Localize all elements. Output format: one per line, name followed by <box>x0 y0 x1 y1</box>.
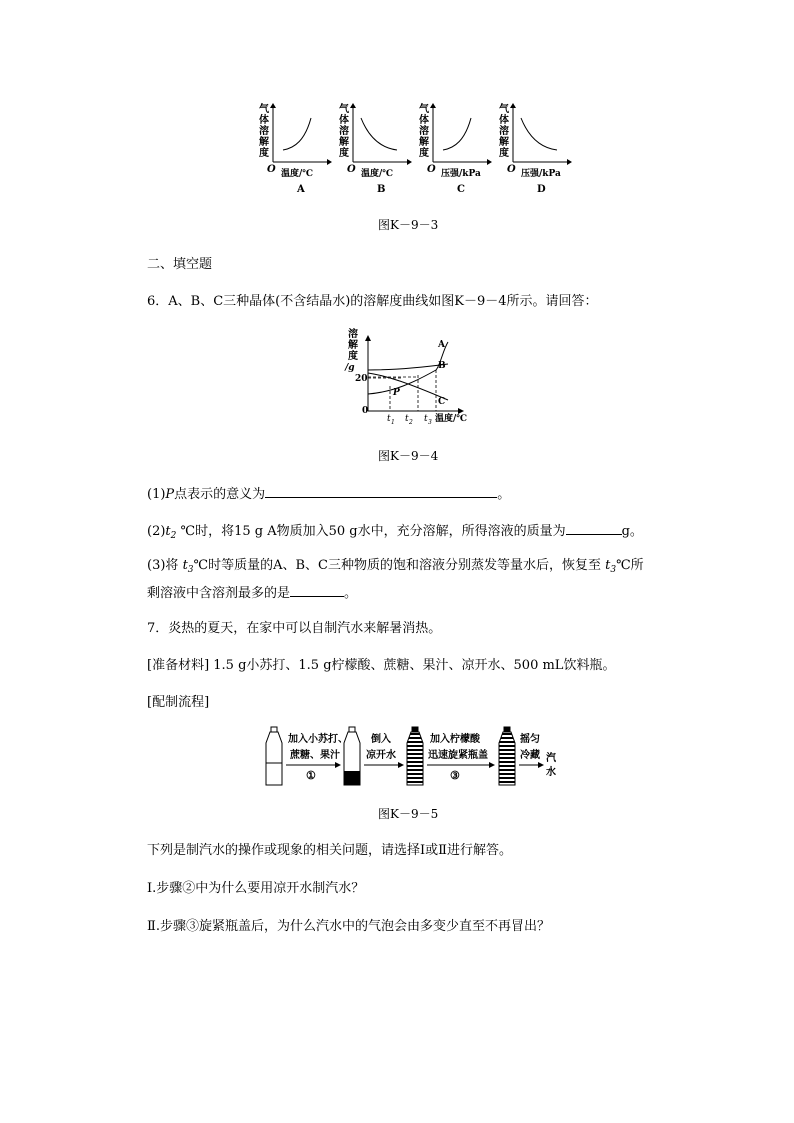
svg-text:D: D <box>537 184 546 195</box>
solubility-panel-d <box>499 102 572 195</box>
svg-text:气: 气 <box>259 104 269 115</box>
svg-text:溶: 溶 <box>259 126 269 137</box>
label-c: C <box>438 397 446 407</box>
svg-text:温度/℃: 温度/℃ <box>281 169 314 179</box>
bottle-4 <box>499 727 515 785</box>
svg-text:①: ① <box>306 769 316 782</box>
q7-question-i: Ⅰ.步骤②中为什么要用凉开水制汽水？ <box>147 881 365 896</box>
svg-text:蔗糖、果汁: 蔗糖、果汁 <box>290 750 340 761</box>
q6-part1: (1)P点表示的意义为 。 <box>147 483 510 504</box>
svg-text:体: 体 <box>499 115 509 126</box>
svg-text:B: B <box>377 184 386 195</box>
svg-text:O: O <box>347 164 356 175</box>
q7-intro: 下列是制汽水的操作或现象的相关问题，请选择Ⅰ或Ⅱ进行解答。 <box>147 843 512 858</box>
svg-text:1: 1 <box>391 419 395 426</box>
figure-k-9-4 <box>338 328 478 428</box>
svg-text:摇匀: 摇匀 <box>520 734 540 745</box>
svg-text:体: 体 <box>259 115 269 126</box>
svg-text:倒入: 倒入 <box>371 734 391 745</box>
svg-text:溶: 溶 <box>419 126 429 137</box>
svg-text:迅速旋紧瓶盖: 迅速旋紧瓶盖 <box>428 750 488 761</box>
tick-20: 20 <box>355 374 368 384</box>
svg-text:压强/kPa: 压强/kPa <box>441 169 481 179</box>
svg-text:度: 度 <box>419 148 429 159</box>
figure-k-9-5 <box>258 725 568 795</box>
figure-k-9-3-caption: 图K－9－3 <box>378 218 439 232</box>
tick-t3: t <box>424 414 428 424</box>
tick-t2: t <box>405 414 409 424</box>
svg-text:气: 气 <box>419 104 429 115</box>
svg-text:O: O <box>507 164 516 175</box>
svg-text:解: 解 <box>339 137 349 148</box>
svg-text:3: 3 <box>428 419 432 426</box>
svg-text:解: 解 <box>419 137 429 148</box>
q6-part3: (3)将 $t_3℃$时等质量的A、B、C三种物质的饱和溶液分别蒸发等量水后，恢复至 $t_3℃$所 <box>147 558 644 575</box>
process-heading: [配制流程] <box>147 695 210 710</box>
svg-text:气: 气 <box>339 104 349 115</box>
figure-k-9-3 <box>255 100 575 200</box>
label-a: A <box>438 340 445 350</box>
svg-text:体: 体 <box>339 115 349 126</box>
q6-part3-cont: 剩溶液中含溶剂最多的是 。 <box>147 582 357 603</box>
svg-text:度: 度 <box>339 148 349 159</box>
section-heading: 二、填空题 <box>147 257 213 272</box>
materials-line: [准备材料] 1.5 g小苏打、1.5 g柠檬酸、蔗糖、果汁、凉开水、500 mL饮料瓶。 <box>147 658 616 673</box>
question-7-stem: 7．炎热的夏天，在家中可以自制汽水来解暑消热。 <box>147 621 442 636</box>
svg-text:冷藏: 冷藏 <box>520 750 540 761</box>
answer-blank-1[interactable] <box>265 483 497 498</box>
svg-text:汽: 汽 <box>546 753 556 764</box>
solubility-ylabel-3: 度 <box>348 351 358 362</box>
svg-text:凉开水: 凉开水 <box>366 750 396 761</box>
svg-text:压强/kPa: 压强/kPa <box>521 169 561 179</box>
solubility-ylabel-1: 溶 <box>348 329 358 340</box>
figure-k-9-4-caption: 图K－9－4 <box>378 449 439 463</box>
svg-text:水: 水 <box>546 767 556 778</box>
question-6-stem: 6．A、B、C三种晶体(不含结晶水)的溶解度曲线如图K－9－4所示。请回答： <box>147 294 598 309</box>
svg-text:A: A <box>297 184 305 195</box>
bottle-3 <box>407 727 423 785</box>
xlabel: 温度/℃ <box>435 414 468 424</box>
svg-text:加入小苏打、: 加入小苏打、 <box>288 734 348 745</box>
solubility-panel-b <box>339 102 412 195</box>
answer-blank-3[interactable] <box>290 582 344 597</box>
q7-question-ii: Ⅱ.步骤③旋紧瓶盖后，为什么汽水中的气泡会由多变少直至不再冒出？ <box>147 919 550 934</box>
figure-k-9-5-caption: 图K－9－5 <box>378 807 439 821</box>
label-p: P <box>393 388 400 398</box>
svg-text:溶: 溶 <box>499 126 509 137</box>
label-b: B <box>438 361 446 371</box>
svg-text:体: 体 <box>419 115 429 126</box>
svg-text:气: 气 <box>499 104 509 115</box>
answer-blank-2[interactable] <box>566 520 622 535</box>
tick-t1: t <box>387 414 391 424</box>
bottle-1 <box>266 727 282 785</box>
svg-text:温度/℃: 温度/℃ <box>361 169 394 179</box>
svg-text:C: C <box>457 184 465 195</box>
svg-text:2: 2 <box>409 419 413 426</box>
svg-text:溶: 溶 <box>339 126 349 137</box>
curve-b <box>368 364 448 370</box>
solubility-panel-c <box>419 102 492 195</box>
solubility-panel-a <box>259 102 332 195</box>
q6-part2: $(2)t_2$ ℃时，将15 g A物质加入50 g水中，充分溶解，所得溶液的质量为 g。 <box>147 520 643 545</box>
bottle-2 <box>344 727 360 785</box>
svg-text:加入柠檬酸: 加入柠檬酸 <box>430 734 480 745</box>
svg-text:O: O <box>267 164 276 175</box>
solubility-ylabel-4: /g <box>345 363 355 373</box>
svg-text:解: 解 <box>259 137 269 148</box>
svg-text:解: 解 <box>499 137 509 148</box>
origin-label: 0 <box>362 406 369 416</box>
svg-text:度: 度 <box>259 148 269 159</box>
solubility-ylabel-2: 解 <box>348 340 358 351</box>
svg-text:③: ③ <box>450 769 460 782</box>
svg-text:度: 度 <box>499 148 509 159</box>
svg-text:O: O <box>427 164 436 175</box>
